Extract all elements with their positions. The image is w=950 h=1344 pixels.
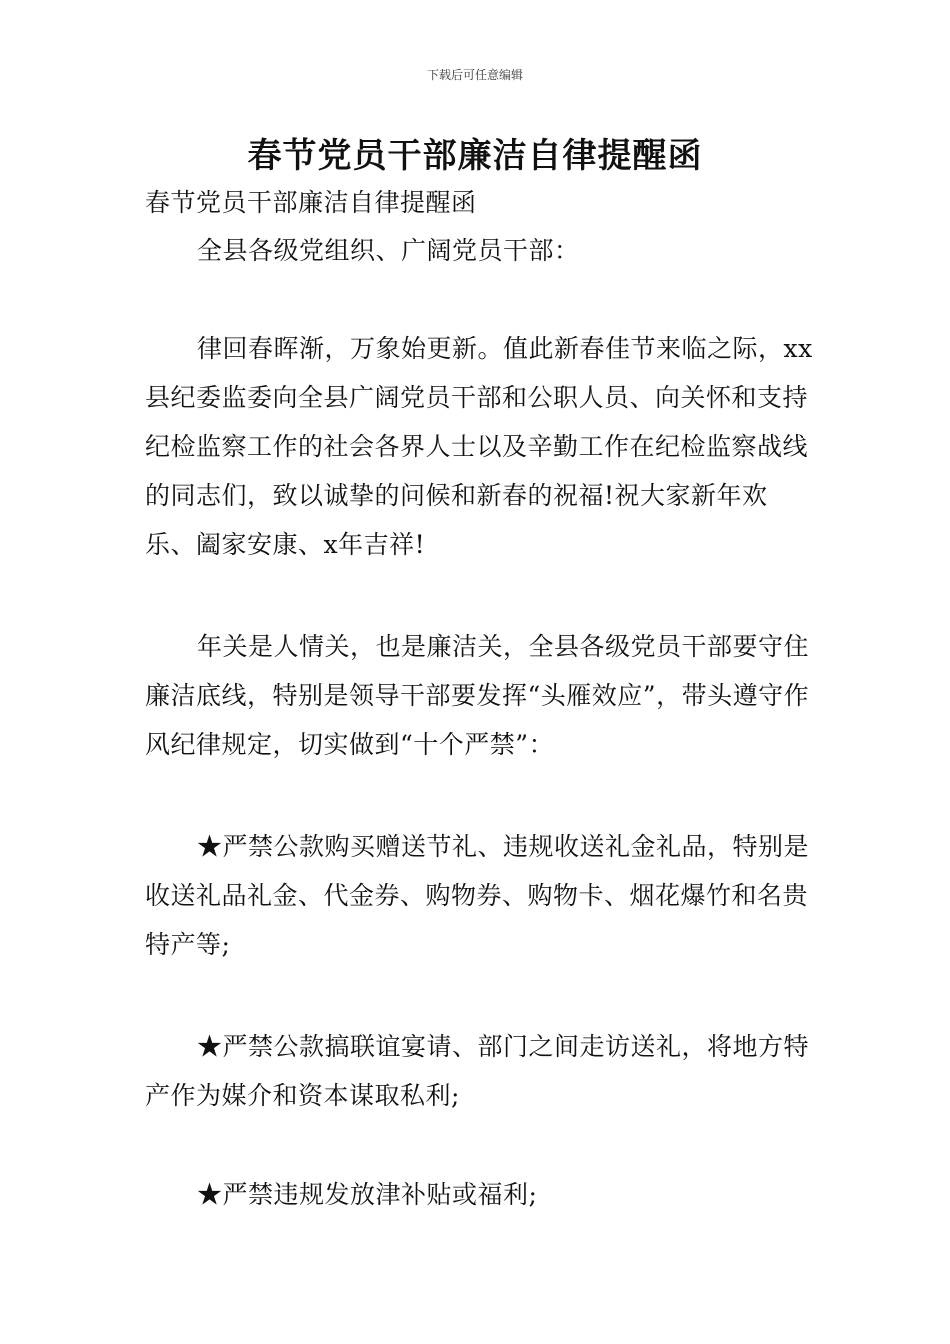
- paragraph-integrity: 年关是人情关，也是廉洁关，全县各级党员干部要守住廉洁底线，特别是领导干部要发挥“头雁效应”，带头遵守作风纪律规定，切实做到“十个严禁”：: [145, 632, 810, 759]
- document-subtitle: 春节党员干部廉洁自律提醒函: [145, 188, 477, 217]
- prohibition-item-3: ★严禁违规发放津补贴或福利;: [197, 1180, 538, 1209]
- document-title: 春节党员干部廉洁自律提醒函: [247, 136, 703, 176]
- header-note: 下载后可任意编辑: [426, 68, 523, 82]
- salutation: 全县各级党组织、广阔党员干部：: [197, 236, 580, 265]
- paragraph-greeting: 律回春晖渐，万象始更新。值此新春佳节来临之际，xx县纪委监委向全县广阔党员干部和公职人员、向关怀和支持纪检监察工作的社会各界人士以及辛勤工作在纪检监察战线的同志们，致以诚挚的问候和新春的祝福!祝大家新年欢乐、阖家安康、x年吉祥!: [145, 334, 813, 559]
- prohibition-item-2: ★严禁公款搞联谊宴请、部门之间走访送礼，将地方特产作为媒介和资本谋取私利;: [145, 1032, 810, 1110]
- prohibition-item-1: ★严禁公款购买赠送节礼、违规收送礼金礼品，特别是收送礼品礼金、代金券、购物券、购物卡、烟花爆竹和名贵特产等;: [145, 832, 810, 959]
